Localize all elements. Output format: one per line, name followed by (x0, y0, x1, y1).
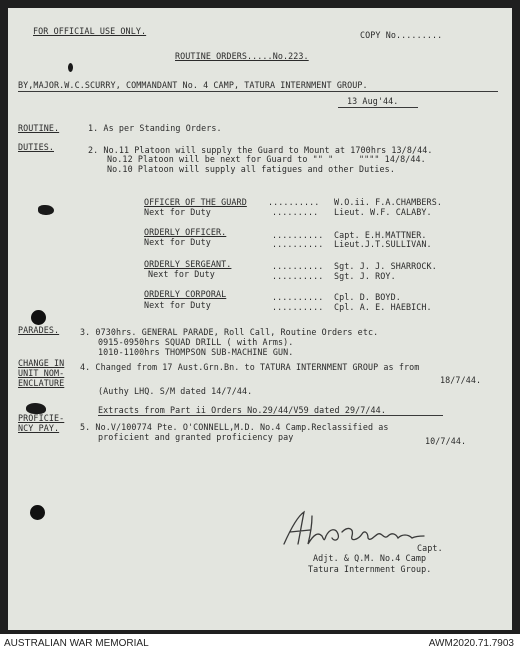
signature-rank: Capt. (417, 543, 443, 553)
leader-dots: .......... (272, 292, 324, 302)
routine-label: ROUTINE. (18, 123, 60, 133)
proficiency-label: PROFICIE- (18, 413, 65, 423)
roster-role: OFFICER OF THE GUARD (144, 197, 247, 207)
roster-name: Lieut.J.T.SULLIVAN. (334, 239, 432, 249)
rule (18, 91, 498, 92)
proficiency-line: 5. No.V/100774 Pte. O'CONNELL,M.D. No.4 Camp.Reclassified as (80, 422, 389, 432)
roster-next: Next for Duty (144, 300, 211, 310)
by-line: BY,MAJOR.W.C.SCURRY, COMMANDANT No. 4 CAMP, TATURA INTERNMENT GROUP. (18, 80, 368, 90)
proficiency-line: Extracts from Part ii Orders No.29/44/V59 dated 29/7/44. (98, 405, 386, 415)
leader-dots: .......... (272, 239, 324, 249)
parades-line: 1010-1100hrs THOMPSON SUB-MACHINE GUN. (98, 347, 294, 357)
order-date: 13 Aug'44. (347, 96, 399, 106)
leader-dots: ......... (272, 207, 319, 217)
ink-blot (38, 205, 54, 215)
change-label: CHANGE IN (18, 358, 65, 368)
change-label: UNIT NOM- (18, 368, 65, 378)
roster-name: Cpl. A. E. HAEBICH. (334, 302, 432, 312)
handwritten-signature (278, 506, 428, 550)
duties-line: 2. No.11 Platoon will supply the Guard to Mount at 1700hrs 13/8/44. (88, 145, 433, 155)
leader-dots: .......... (272, 230, 324, 240)
roster-role: ORDERLY OFFICER. (144, 227, 227, 237)
roster-name: Capt. E.H.MATTNER. (334, 230, 427, 240)
leader-dots: .......... (272, 271, 324, 281)
roster-name: Cpl. D. BOYD. (334, 292, 401, 302)
signature-unit: Tatura Internment Group. (308, 564, 432, 574)
parades-line: 0915-0950hrs SQUAD DRILL ( with Arms). (98, 337, 294, 347)
roster-next: Next for Duty (148, 269, 215, 279)
copy-number: COPY No......... (360, 30, 443, 40)
proficiency-line: 10/7/44. (425, 436, 467, 446)
parades-label: PARADES. (18, 325, 60, 335)
leader-dots: .......... (268, 197, 320, 207)
roster-name: Lieut. W.F. CALABY. (334, 207, 432, 217)
leader-dots: .......... (272, 302, 324, 312)
punch-hole (31, 310, 46, 325)
change-line: 18/7/44. (440, 375, 482, 385)
roster-next: Next for Duty (144, 237, 211, 247)
duties-line: No.10 Platoon will supply all fatigues and other Duties. (107, 164, 395, 174)
rule (98, 415, 443, 416)
parades-line: 3. 0730hrs. GENERAL PARADE, Roll Call, Routine Orders etc. (80, 327, 379, 337)
roster-name: W.O.ii. F.A.CHAMBERS. (334, 197, 442, 207)
archive-credit: AUSTRALIAN WAR MEMORIAL (4, 638, 149, 649)
signature-appointment: Adjt. & Q.M. No.4 Camp (313, 553, 427, 563)
document-page (8, 8, 512, 630)
roster-next: Next for Duty (144, 207, 211, 217)
rule (338, 107, 418, 108)
routine-text: 1. As per Standing Orders. (88, 123, 222, 133)
proficiency-line: proficient and granted proficiency pay (98, 432, 294, 442)
proficiency-label: NCY PAY. (18, 423, 60, 433)
archive-reference: AWM2020.71.7903 (428, 638, 514, 649)
roster-role: ORDERLY CORPORAL (144, 289, 227, 299)
punch-hole (30, 505, 45, 520)
change-line: 4. Changed from 17 Aust.Grn.Bn. to TATURA INTERNMENT GROUP as from (80, 362, 420, 372)
change-label: ENCLATURE (18, 378, 65, 388)
routine-orders-title: ROUTINE ORDERS.....No.223. (175, 51, 309, 61)
ink-mark (68, 63, 73, 72)
roster-role: ORDERLY SERGEANT. (144, 259, 232, 269)
leader-dots: .......... (272, 261, 324, 271)
roster-name: Sgt. J. ROY. (334, 271, 396, 281)
duties-line: No.12 Platoon will be next for Guard to "" " """" 14/8/44. (107, 154, 426, 164)
roster-name: Sgt. J. J. SHARROCK. (334, 261, 437, 271)
official-use-heading: FOR OFFICIAL USE ONLY. (33, 26, 147, 36)
duties-label: DUTIES. (18, 142, 54, 152)
change-line: (Authy LHQ. S/M dated 14/7/44. (98, 386, 253, 396)
